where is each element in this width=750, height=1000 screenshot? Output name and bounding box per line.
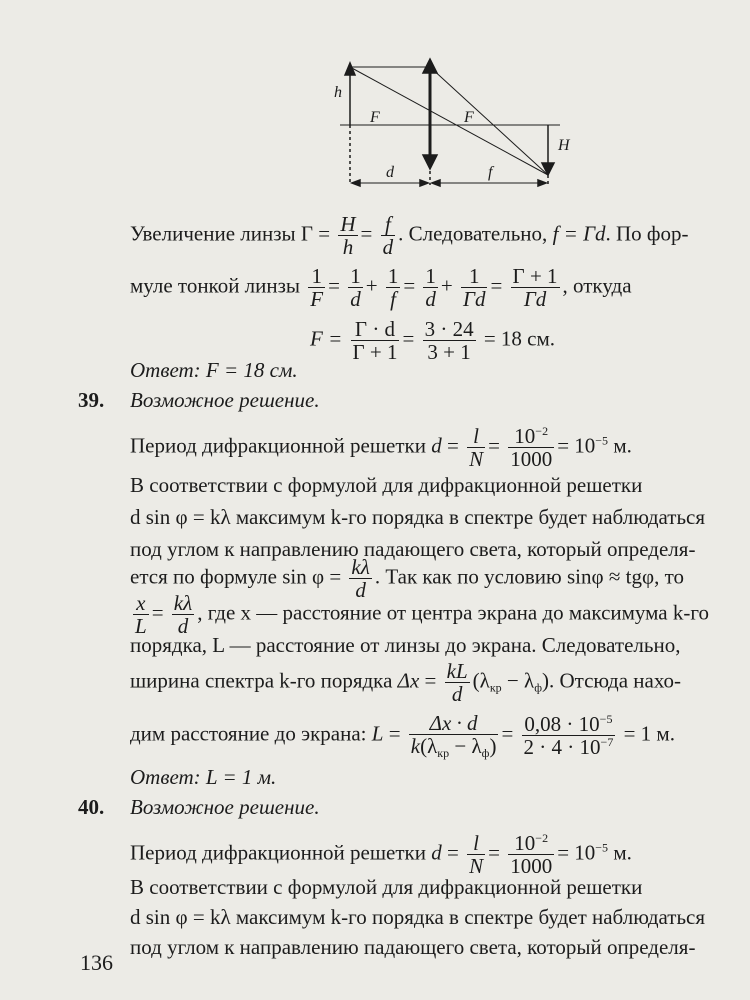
fraction-H-h: [338, 213, 357, 258]
frac-num: 3 · 24: [424, 317, 474, 341]
frac-den: h: [342, 235, 354, 260]
frac-num: f: [381, 213, 396, 236]
p40-text-3: под углом к направлению падающего света, который определя-: [130, 935, 696, 959]
refracted-ray: [430, 67, 548, 175]
frac-den: d: [382, 235, 394, 260]
fraction-x-L: $\frac{x}{L}$: [135, 591, 147, 639]
fraction-1-d: $\frac{1}{d}$: [350, 264, 361, 312]
p39-answer: [130, 762, 730, 792]
fraction-1-d-b: $\frac{1}{d}$: [425, 264, 436, 312]
label-h: h: [334, 84, 342, 101]
answer-value: : L = 1 м.: [193, 765, 277, 789]
d-right-tick: [420, 180, 428, 186]
frac-num: H: [340, 212, 356, 236]
fraction-1-Gd: $\frac{1}{Гd}$: [463, 264, 486, 312]
answer-value: : F = 18 см.: [193, 358, 298, 382]
f-left-tick: [432, 180, 440, 186]
label-f: f: [488, 164, 493, 181]
p38-f-formula: f = Гd: [552, 221, 606, 246]
frac-num: Г · d: [351, 318, 400, 341]
p38-whence-text: , откуда: [562, 273, 632, 298]
fraction-dxd-k: $\frac{\Delta x \cdot d}{k(\lambda_{кр} - \lambda_ф)}$: [410, 711, 497, 761]
fraction-klambda-d: $\frac{k\lambda}{d}$: [351, 555, 370, 603]
p39-period-text: Период дифракционной решетки: [130, 433, 426, 458]
fraction-klambda-d-b: $\frac{k\lambda}{d}$: [173, 591, 193, 639]
p39-distance-text: дим расстояние до экрана:: [130, 721, 367, 746]
page-number: 136: [80, 950, 113, 975]
fraction-l-N-40: $\frac{l}{N}$: [469, 831, 484, 879]
frac-den: Г + 1: [352, 340, 398, 365]
p39-text-3: под углом к направлению падающего света, который определя-: [130, 537, 696, 561]
answer-label: Ответ: [130, 765, 194, 789]
p39-text-7: ширина спектра k-го порядка Δx = $\frac{kL}{d}$ $(\lambda_{кр} - \lambda_ф)$. Отсюда нахо-: [130, 659, 682, 707]
p40-text-1: В соответствии с формулой для дифракционной решетки: [130, 875, 643, 899]
p39-text-1: В соответствии с формулой для дифракционной решетки: [130, 473, 643, 497]
fraction-kL-d: $\frac{kL}{d}$: [446, 659, 468, 707]
f-right-tick: [538, 180, 546, 186]
label-H: H: [558, 137, 570, 154]
fraction-G1-Gd: $\frac{Г + 1}{Гd}$: [512, 264, 558, 312]
p39-text-2: d sin φ = kλ максимум k-го порядка в спектре будет наблюдаться: [130, 505, 706, 529]
p39-formula-intro: ется по формуле: [130, 564, 277, 589]
lens-diagram: [320, 55, 580, 195]
label-F-left: F: [370, 109, 380, 126]
p38-line-3: F = $\frac{Г \cdot d}{Г + 1}$ = $\frac{3 \cdot 24}{3 + 1}$ = 18 см.: [310, 317, 556, 365]
fraction-1e-2-1000: $\frac{10^{-2}}{1000}$: [510, 424, 553, 472]
fraction-numeric: $\frac{0,08 \cdot 10^{-5}}{2 \cdot 4 \cdot 10^{-7}}$: [523, 712, 614, 760]
p38-line-2: муле тонкой линзы $\frac{1}{F}$ = $\frac{1}{d}$ + $\frac{1}{f}$ = $\frac{1}{d}$ + $\frac{1}{Гd}$ = $\frac{Г + 1}{Гd}$ , откуда: [130, 264, 632, 312]
p39-hence-text: . Отсюда нахо-: [548, 668, 682, 693]
p39-text-5: $\frac{x}{L}$ = $\frac{k\lambda}{d}$ , где x — расстояние от центра экрана до максимума k-го: [135, 591, 709, 639]
problem-39-title: Возможное решение.: [130, 388, 320, 412]
fraction-1-F: $\frac{1}{F}$: [310, 264, 324, 312]
p39-condition-text: . Так как по условию sinφ ≈ tgφ, то: [374, 564, 684, 589]
p38-line-1: Увеличение линзы Г = $\frac{H}{h}$ = $\frac{f}{d}$ . Следовательно, f = Гd. По фор-: [130, 212, 689, 260]
p40-period-line: Период дифракционной решетки d = $\frac{l}{N}$ = $\frac{10^{-2}}{1000}$ = $10^{-5}$ м.: [130, 831, 632, 879]
frac-den: 3 + 1: [427, 340, 471, 365]
label-F-right: F: [464, 109, 474, 126]
p38-line-1-end: . По фор-: [605, 221, 689, 246]
answer-label: Ответ: [130, 358, 194, 382]
p39-text-8: дим расстояние до экрана: L = $\frac{\Delta x \cdot d}{k(\lambda_{кр} - \lambda_ф)}$ = $\frac{0,08 \cdot 10^{-5}}{2 \cdot 4 \cdot 10^{-7}}$ = 1 м.: [130, 711, 675, 761]
p39-period-line: Период дифракционной решетки d = $\frac{l}{N}$ = $\frac{10^{-2}}{1000}$ = $10^{-5}$ м.: [130, 424, 632, 472]
p38-therefore-text: . Следовательно,: [398, 221, 548, 246]
p38-thin-lens-text: муле тонкой линзы: [130, 273, 301, 298]
fraction-1e-2-1000-40: $\frac{10^{-2}}{1000}$: [510, 831, 553, 879]
fraction-f-d: [381, 213, 396, 258]
fraction-l-N: $\frac{l}{N}$: [469, 424, 484, 472]
p39-x-description: , где x — расстояние от центра экрана до максимума k-го: [197, 600, 709, 625]
d-left-tick: [352, 180, 360, 186]
p38-answer: [130, 355, 730, 385]
p40-text-2: d sin φ = kλ максимум k-го порядка в спектре будет наблюдаться: [130, 905, 706, 929]
p39-spectrum-width-text: ширина спектра k-го порядка: [130, 668, 393, 693]
problem-40-number: 40.: [78, 795, 105, 819]
problem-40-title: Возможное решение.: [130, 795, 320, 819]
p38-magnification-text: Увеличение линзы Г =: [130, 221, 331, 246]
label-d: d: [386, 164, 394, 181]
p38-F-eq: F =: [310, 326, 343, 351]
problem-39-number: 39.: [78, 388, 105, 412]
p39-text-4: ется по формуле sin φ = $\frac{k\lambda}{d}$ . Так как по условию sinφ ≈ tgφ, то: [130, 555, 684, 603]
p38-F-result: = 18 см.: [483, 326, 556, 351]
p39-text-6: порядка, L — расстояние от линзы до экрана. Следовательно,: [130, 633, 681, 657]
p39-L-result: = 1 м.: [623, 721, 675, 746]
p40-period-text: Период дифракционной решетки: [130, 840, 426, 865]
fraction-1-f: $\frac{1}{f}$: [387, 264, 399, 312]
